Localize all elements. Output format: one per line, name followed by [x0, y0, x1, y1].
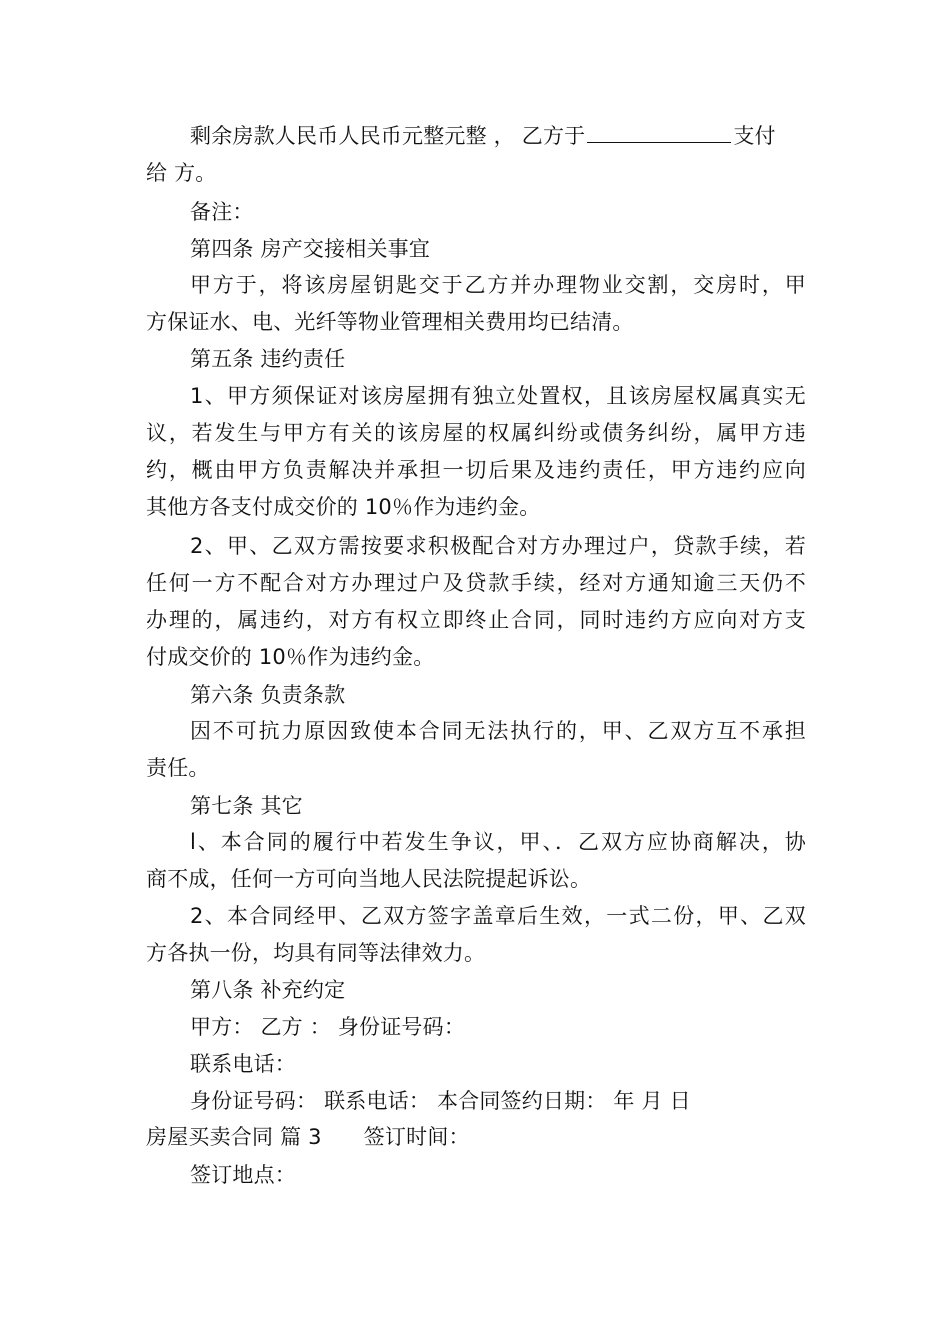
signing-date-line: 身份证号码： 联系电话： 本合同签约日期： 年 月 日 — [190, 1089, 691, 1113]
paragraph-line: 方保证水、电、光纤等物业管理相关费用均已结清。 — [146, 310, 634, 334]
paragraph-line: 给 方。 — [146, 161, 217, 185]
remarks-label: 备注： — [190, 200, 254, 224]
paragraph-line: 其他方各支付成交价的 10％作为违约金。 — [146, 495, 541, 519]
paragraph-line: 议，若发生与甲方有关的该房屋的权属纠纷或债务纠纷，属甲方违 — [146, 421, 806, 445]
paragraph-line: 办理的，属违约，对方有权立即终止合同，同时违约方应向对方支 — [146, 608, 806, 632]
article-8-heading: 第八条 补充约定 — [190, 978, 346, 1002]
paragraph-line: 2、本合同经甲、乙双方签字盖章后生效，一式二份，甲、乙双 — [190, 904, 806, 928]
article-4-heading: 第四条 房产交接相关事宜 — [190, 237, 431, 261]
contact-phone-line: 联系电话： — [190, 1052, 296, 1076]
paragraph-line: 1、甲方须保证对该房屋拥有独立处置权，且该房屋权属真实无 — [190, 384, 806, 408]
paragraph-line: 责任。 — [146, 756, 210, 780]
paragraph-line: 甲方于，将该房屋钥匙交于乙方并办理物业交割，交房时，甲 — [190, 273, 806, 297]
paragraph-line: 因不可抗力原因致使本合同无法执行的，甲、乙双方互不承担 — [190, 719, 806, 743]
paragraph-line — [190, 120, 776, 151]
remaining-payment-text: 剩余房款人民币人民币元整元整 ， 乙方于 — [190, 124, 586, 148]
paragraph-line: 2、甲、乙双方需按要求积极配合对方办理过户，贷款手续，若 — [190, 534, 806, 558]
contract-title-line — [146, 1122, 470, 1152]
signing-time-label: 签订时间： — [363, 1125, 470, 1149]
article-7-heading: 第七条 其它 — [190, 794, 303, 818]
paragraph-line: l、本合同的履行中若发生争议，甲、．乙双方应协商解决，协 — [190, 830, 806, 854]
paragraph-line: 任何一方不配合对方办理过户及贷款手续，经对方通知逾三天仍不 — [146, 571, 806, 595]
contract-title: 房屋买卖合同 篇 3 — [146, 1125, 322, 1149]
payment-date-blank — [587, 120, 731, 143]
signatories-line: 甲方： 乙方 ： 身份证号码： — [190, 1015, 466, 1039]
paragraph-line: 约，概由甲方负责解决并承担一切后果及违约责任，甲方违约应向 — [146, 458, 806, 482]
signing-place-label: 签订地点： — [190, 1163, 296, 1187]
paragraph-line: 付成交价的 10％作为违约金。 — [146, 645, 435, 669]
article-5-heading: 第五条 违约责任 — [190, 347, 346, 371]
paragraph-line: 商不成，任何一方可向当地人民法院提起诉讼。 — [146, 867, 592, 891]
article-6-heading: 第六条 负责条款 — [190, 683, 346, 707]
payment-text-end: 支付 — [733, 124, 776, 148]
paragraph-line: 方各执一份，均具有同等法律效力。 — [146, 941, 486, 965]
